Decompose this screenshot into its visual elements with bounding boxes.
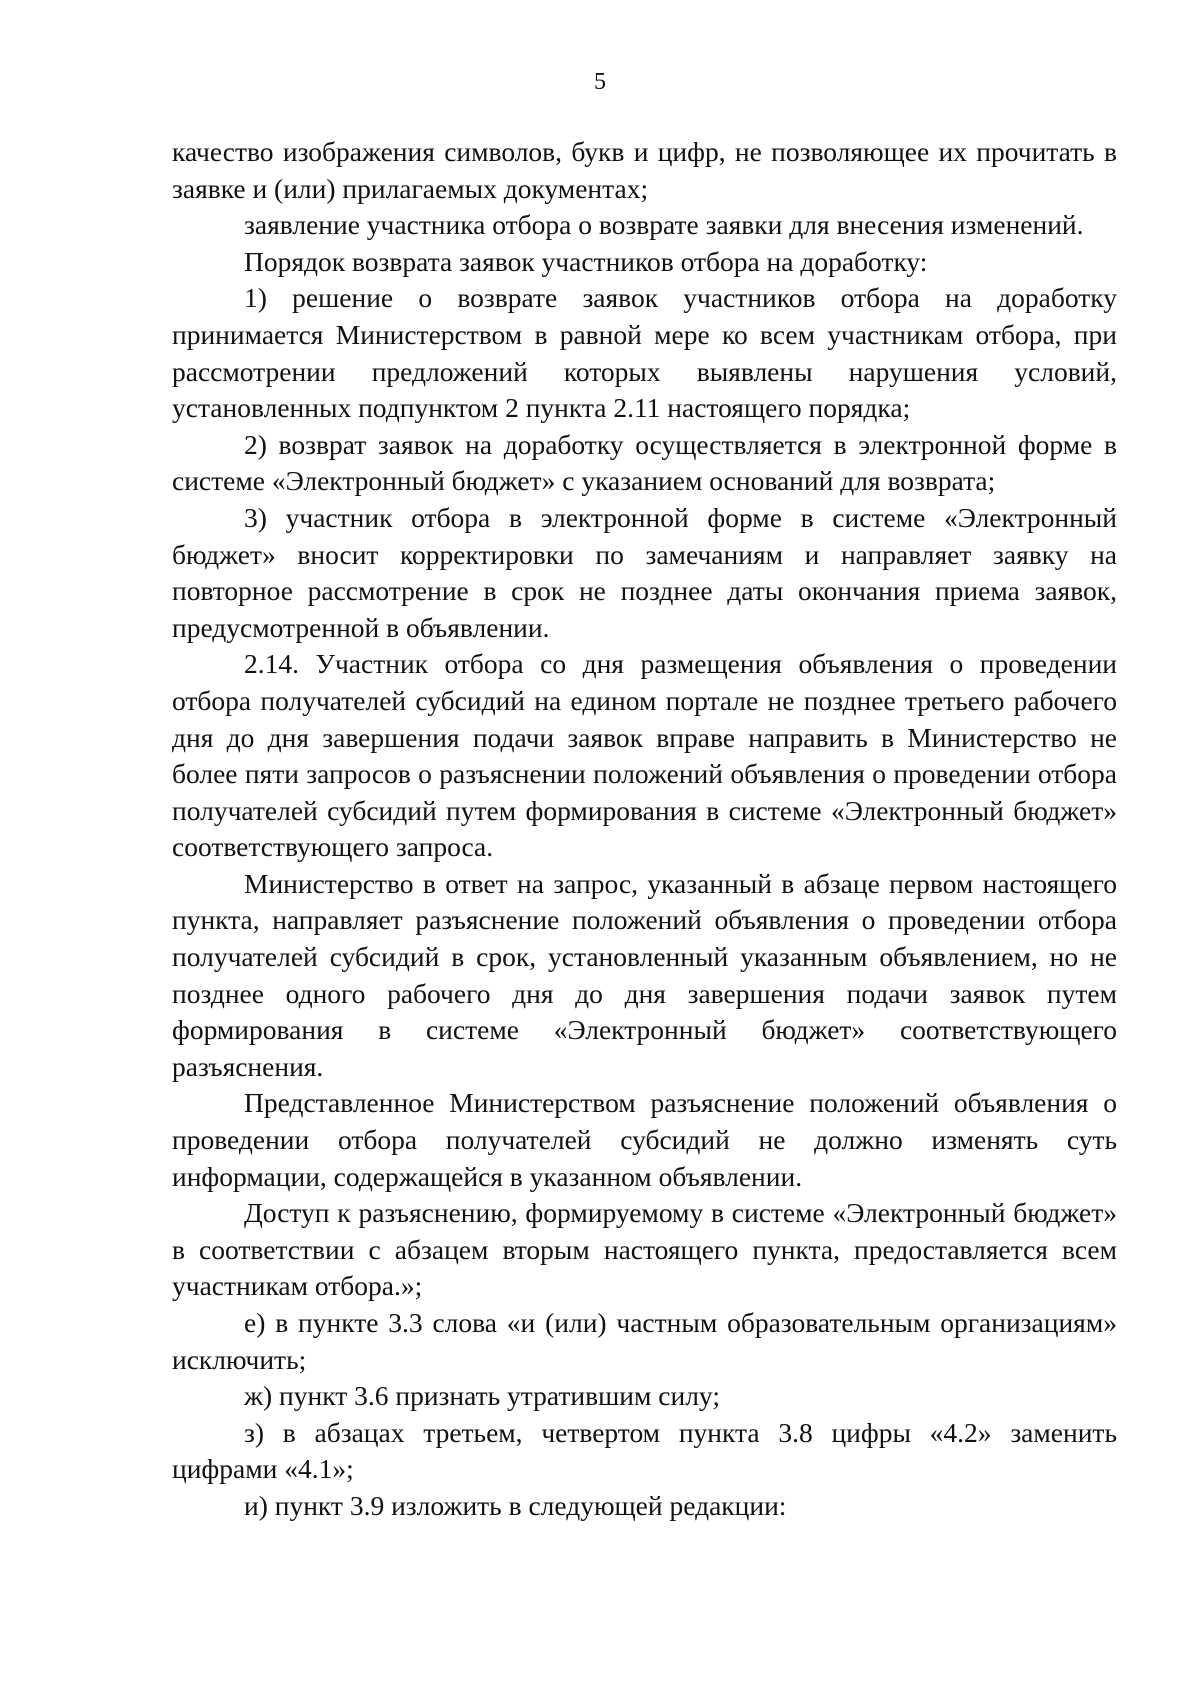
paragraph: заявление участника отбора о возврате заявки для внесения изменений. — [244, 209, 1084, 241]
paragraph: Порядок возврата заявок участников отбора на доработку: — [244, 245, 928, 277]
document-body — [172, 134, 1117, 1525]
paragraph: 3) участник отбора в электронной форме в системе «Электронный бюджет» вносит корректировки по замечаниям и направляет заявку на повторное рассмотрение в срок не позднее даты окончания приема заявок, предусмотренной в объявлении. — [172, 501, 1117, 643]
paragraph: Доступ к разъяснению, формируемому в системе «Электронный бюджет» в соответствии с абзацем вторым настоящего пункта, предоставляется всем участникам отбора.»; — [172, 1197, 1117, 1302]
page-number: 5 — [594, 69, 606, 95]
paragraph: 2.14. Участник отбора со дня размещения объявления о проведении отбора получателей субсидий на едином портале не позднее третьего рабочего дня до дня завершения подачи заявок вправе направить в Министерство не более пяти запросов о разъяснении положений объявления о проведении отбора получателей субсидий путем формирования в системе «Электронный бюджет» соответствующего запроса. — [172, 648, 1117, 863]
paragraph: ж) пункт 3.6 признать утратившим силу; — [244, 1380, 720, 1412]
paragraph: 2) возврат заявок на доработку осуществляется в электронной форме в системе «Электронный бюджет» с указанием оснований для возврата; — [172, 428, 1117, 497]
paragraph: качество изображения символов, букв и цифр, не позволяющее их прочитать в заявке и (или) прилагаемых документах; — [172, 136, 1117, 204]
paragraph: з) в абзацах третьем, четвертом пункта 3.8 цифры «4.2» заменить цифрами «4.1»; — [172, 1416, 1117, 1485]
paragraph: е) в пункте 3.3 слова «и (или) частным образовательным организациям» исключить; — [172, 1307, 1117, 1375]
paragraph: 1) решение о возврате заявок участников отбора на доработку принимается Министерством в равной мере ко всем участникам отбора, при рассмотрении предложений которых выявлены нарушения условий, установленных подпунктом 2 пункта 2.11 настоящего порядка; — [172, 282, 1117, 424]
paragraph: и) пункт 3.9 изложить в следующей редакции: — [244, 1489, 787, 1521]
paragraph: Представленное Министерством разъяснение положений объявления о проведении отбора получателей субсидий не должно изменять суть информации, содержащейся в указанном объявлении. — [172, 1087, 1117, 1192]
paragraph: Министерство в ответ на запрос, указанный в абзаце первом настоящего пункта, направляет разъяснение положений объявления о проведении отбора получателей субсидий в срок, установленный указанным объявлением, но не позднее одного рабочего дня до дня завершения подачи заявок путем формирования в системе «Электронный бюджет» соответствующего разъяснения. — [172, 867, 1117, 1082]
